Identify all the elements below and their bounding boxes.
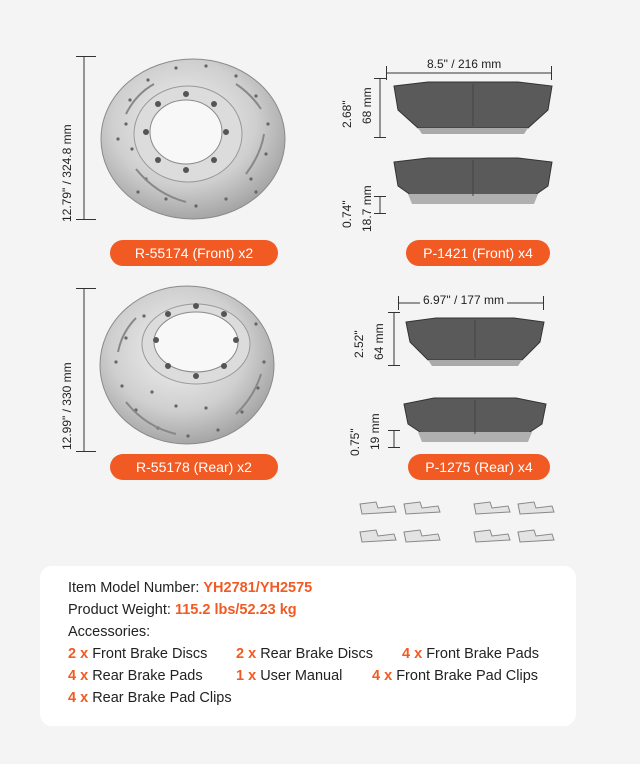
rear-pads-tag: P-1275 (Rear) x4 xyxy=(408,454,550,480)
rear-rotor-image xyxy=(96,282,278,448)
front-rotor-tag: R-55174 (Front) x2 xyxy=(110,240,278,266)
accessory-qty: 4 x xyxy=(372,668,393,684)
front-pad-height-in-label: 2.68" xyxy=(340,100,354,128)
accessory-name: Front Brake Pad Clips xyxy=(396,668,539,684)
model-number-label: Item Model Number: xyxy=(68,580,204,596)
accessory-qty: 4 x xyxy=(402,646,423,662)
front-rotor-dimension-label: 12.79" / 324.8 mm xyxy=(60,124,74,222)
rear-pad-thickness-bracket xyxy=(388,430,400,448)
accessory-item xyxy=(402,646,539,662)
product-weight-label: Product Weight: xyxy=(68,602,175,618)
accessories-label: Accessories: xyxy=(68,624,151,640)
accessory-item xyxy=(372,668,538,684)
rear-pad-bottom-image xyxy=(400,392,550,446)
model-number-line xyxy=(68,580,312,596)
front-pad-thickness-bracket xyxy=(374,196,386,214)
accessory-name: Rear Brake Discs xyxy=(260,646,374,662)
rear-pad-width-label: 6.97" / 177 mm xyxy=(420,293,507,307)
accessory-item xyxy=(236,668,342,684)
brake-pad-clips-image xyxy=(356,494,562,554)
accessory-name: Front Brake Pads xyxy=(426,646,540,662)
front-pad-bottom-image xyxy=(388,150,558,212)
front-pad-top-image xyxy=(388,76,558,138)
front-pad-height-bracket xyxy=(374,78,386,138)
model-number-value: YH2781/YH2575 xyxy=(203,580,313,596)
front-pad-height-mm-label: 68 mm xyxy=(360,87,374,124)
rear-pad-thickness-in-label: 0.75" xyxy=(348,428,362,456)
front-rotor-image xyxy=(96,54,290,224)
accessory-item xyxy=(68,690,232,706)
accessory-item xyxy=(68,646,207,662)
front-pad-thickness-in-label: 0.74" xyxy=(340,200,354,228)
specs-panel xyxy=(40,566,576,726)
rear-pad-height-mm-label: 64 mm xyxy=(372,323,386,360)
accessory-item xyxy=(236,646,373,662)
rear-pad-top-image xyxy=(400,312,550,368)
accessory-name: Rear Brake Pad Clips xyxy=(92,690,232,706)
accessory-qty: 2 x xyxy=(236,646,257,662)
rear-rotor-dimension-label: 12.99" / 330 mm xyxy=(60,362,74,450)
accessory-qty: 2 x xyxy=(68,646,89,662)
rear-rotor-tag: R-55178 (Rear) x2 xyxy=(110,454,278,480)
accessory-qty: 4 x xyxy=(68,668,89,684)
accessory-item xyxy=(68,668,203,684)
product-weight-value: 115.2 lbs/52.23 kg xyxy=(174,602,297,618)
rear-pad-height-in-label: 2.52" xyxy=(352,330,366,358)
rear-pad-thickness-mm-label: 19 mm xyxy=(368,413,382,450)
accessory-name: Rear Brake Pads xyxy=(92,668,203,684)
rear-rotor-dimension-bracket xyxy=(72,288,96,452)
front-pad-width-label: 8.5" / 216 mm xyxy=(424,57,504,71)
accessory-name: User Manual xyxy=(260,668,343,684)
front-pad-thickness-mm-label: 18.7 mm xyxy=(360,185,374,232)
accessory-name: Front Brake Discs xyxy=(92,646,208,662)
accessory-qty: 4 x xyxy=(68,690,89,706)
rear-pad-height-bracket xyxy=(388,312,400,366)
accessory-qty: 1 x xyxy=(236,668,257,684)
front-rotor-dimension-bracket xyxy=(72,56,96,220)
product-weight-line xyxy=(68,602,297,618)
front-pads-tag: P-1421 (Front) x4 xyxy=(406,240,550,266)
